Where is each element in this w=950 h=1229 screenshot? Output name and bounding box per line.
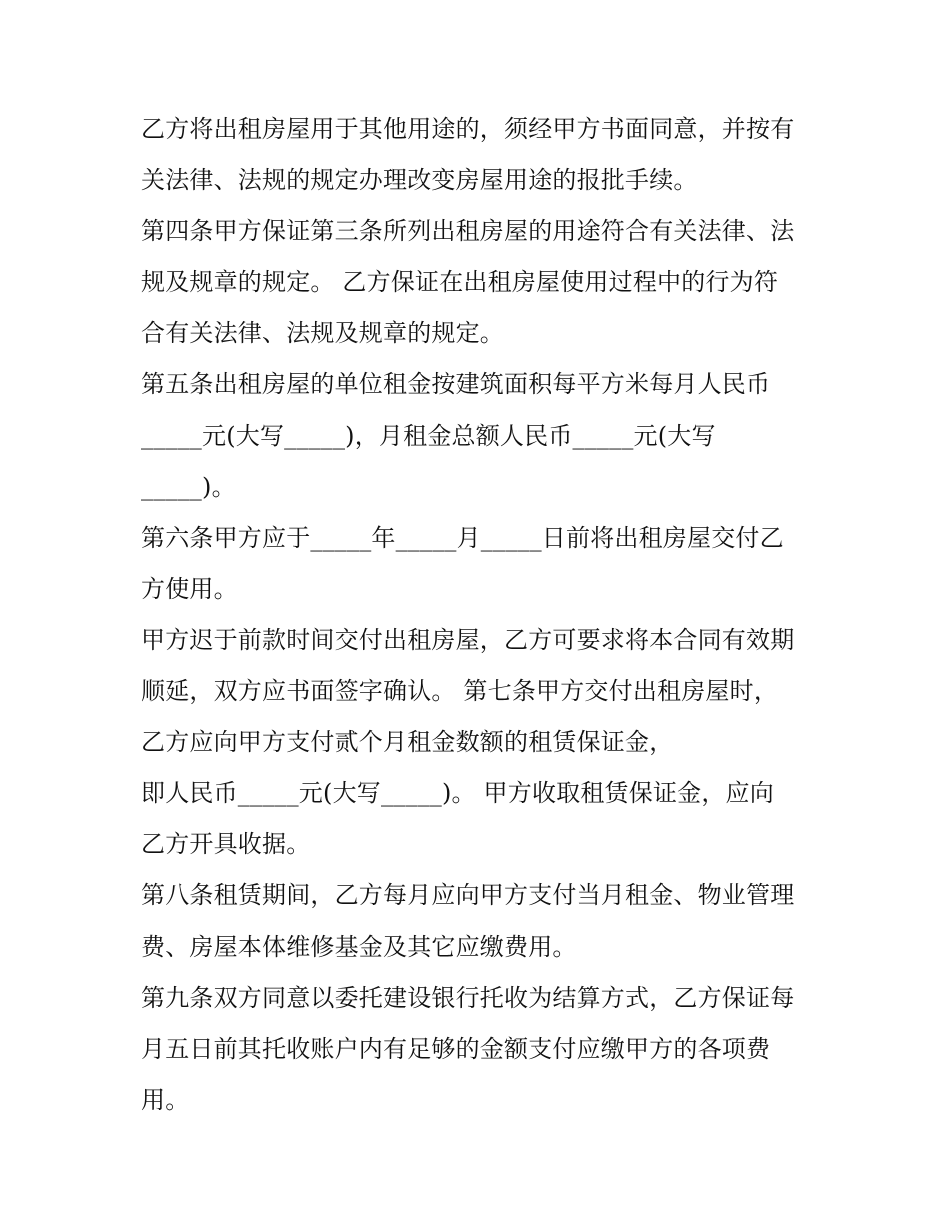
text-line: 月五日前其托收账户内有足够的金额支付应缴甲方的各项费 xyxy=(141,1034,771,1063)
document-body xyxy=(141,104,821,1126)
text-line: 甲方迟于前款时间交付出租房屋，乙方可要求将本合同有效期 xyxy=(141,625,795,654)
text-line: 乙方将出租房屋用于其他用途的，须经甲方书面同意，并按有 xyxy=(141,115,795,143)
text-line: 第九条双方同意以委托建设银行托收为结算方式，乙方保证每 xyxy=(141,983,795,1012)
text-line: 乙方开具收据。 xyxy=(141,830,311,859)
text-line: 乙方应向甲方支付贰个月租金数额的租赁保证金， xyxy=(141,728,674,757)
text-line: 用。 xyxy=(141,1085,190,1114)
text-line: 第五条出租房屋的单位租金按建筑面积每平方米每月人民币 xyxy=(141,370,771,399)
text-line: 第六条甲方应于_____年_____月_____日前将出租房屋交付乙 xyxy=(141,523,784,552)
text-line: 第四条甲方保证第三条所列出租房屋的用途符合有关法律、法 xyxy=(141,217,795,246)
text-line: 关法律、法规的规定办理改变房屋用途的报批手续。 xyxy=(141,166,698,195)
text-line: _____元(大写_____)，月租金总额人民币_____元(大写 xyxy=(141,421,716,450)
text-line: 即人民币_____元(大写_____)。 甲方收取租赁保证金，应向 xyxy=(141,779,774,808)
text-line: 方使用。 xyxy=(141,574,238,603)
text-line: _____)。 xyxy=(141,472,236,501)
text-line: 合有关法律、法规及规章的规定。 xyxy=(141,319,504,348)
text-line: 规及规章的规定。 乙方保证在出租房屋使用过程中的行为符 xyxy=(141,268,779,297)
text-line: 费、房屋本体维修基金及其它应缴费用。 xyxy=(141,932,577,961)
text-line: 第八条租赁期间，乙方每月应向甲方支付当月租金、物业管理 xyxy=(141,881,795,910)
text-line: 顺延，双方应书面签字确认。 第七条甲方交付出租房屋时， xyxy=(141,677,779,706)
